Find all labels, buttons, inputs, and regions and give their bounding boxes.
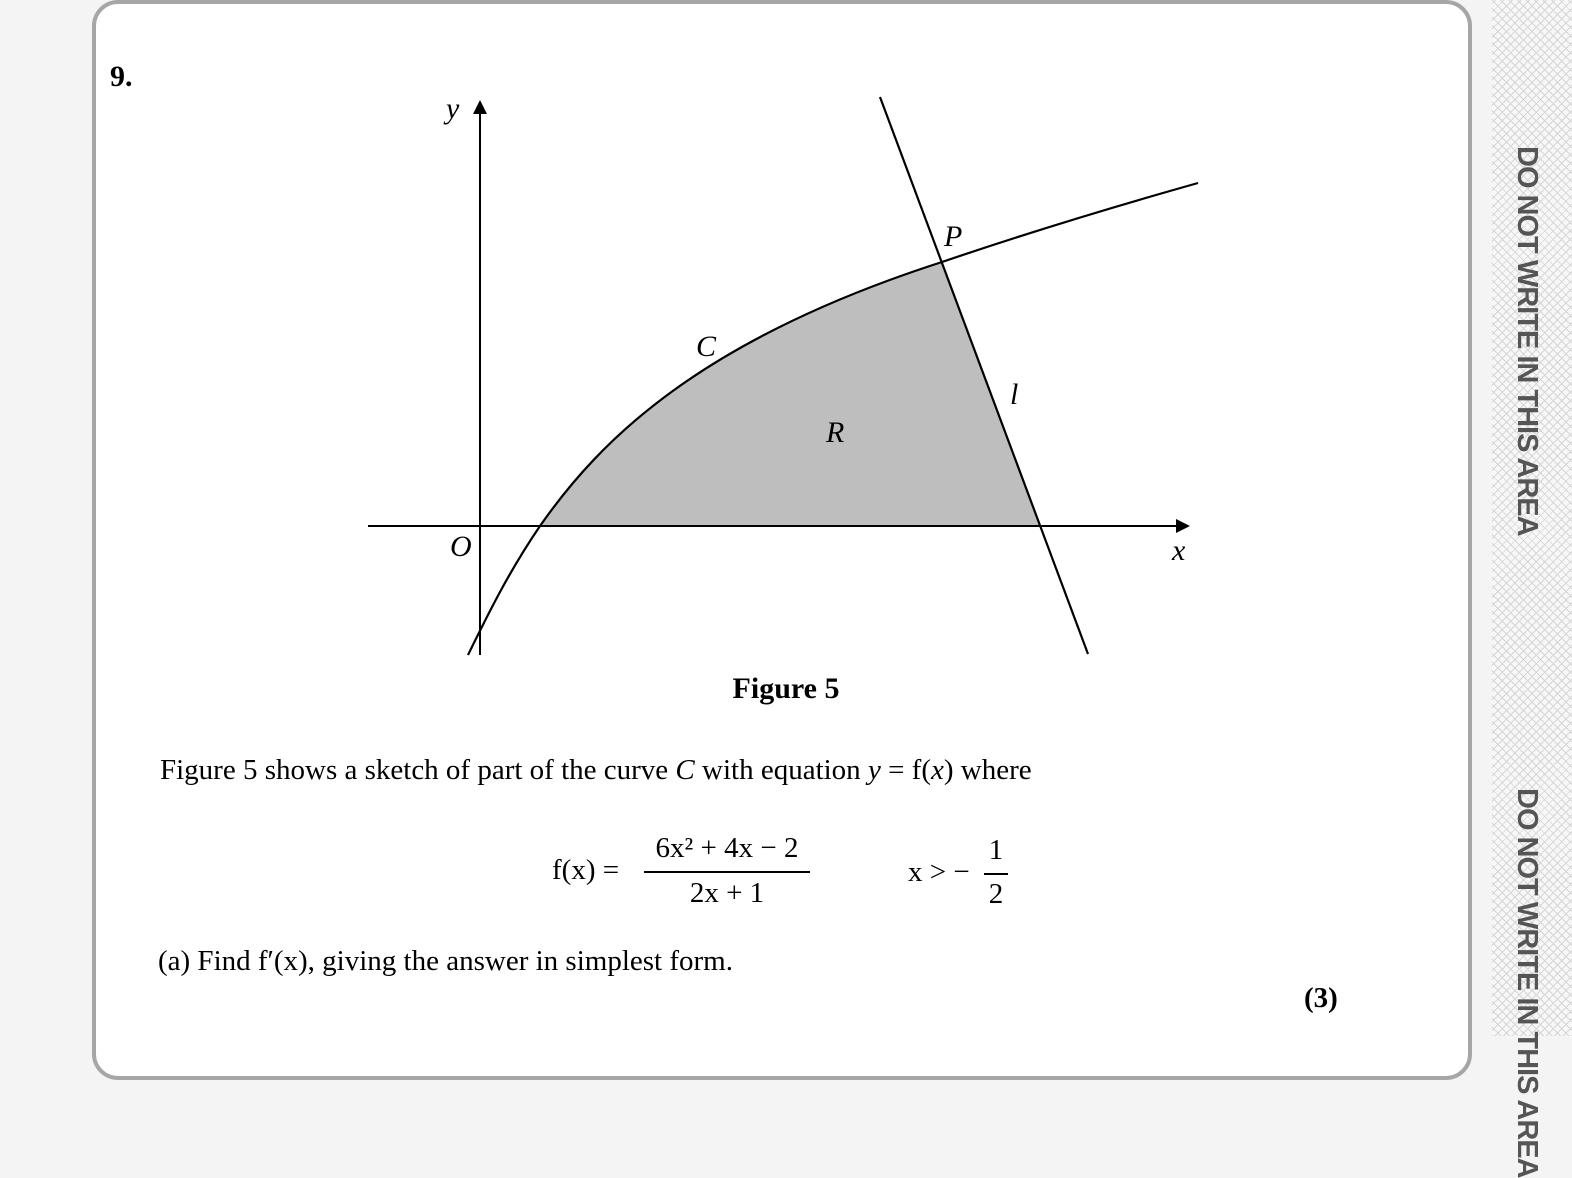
line-label-l: l: [1010, 378, 1019, 411]
domain-denominator: 2: [988, 878, 1004, 910]
y-axis-label: y: [446, 92, 460, 125]
marks-label: (3): [1304, 982, 1338, 1014]
origin-label: O: [450, 530, 472, 563]
domain-lhs: x > −: [908, 856, 970, 888]
margin-warning-text: DO NOT WRITE IN THIS AREA: [1511, 788, 1543, 1178]
question-intro: Figure 5 shows a sketch of part of the curve C with equation y = f(x) where: [160, 754, 1032, 786]
fraction-numerator: 6x² + 4x − 2: [655, 832, 799, 864]
question-number: 9.: [110, 60, 133, 93]
curve-label-c: C: [696, 330, 717, 363]
domain-numerator: 1: [988, 834, 1004, 866]
part-a-question: (a) Find f′(x), giving the answer in simplest form.: [158, 945, 733, 977]
equation-lhs: f(x) =: [552, 854, 620, 886]
domain-fraction-bar: [984, 873, 1008, 875]
x-axis-arrow: [1176, 519, 1190, 533]
fraction-denominator: 2x + 1: [689, 877, 765, 909]
y-axis-arrow: [473, 100, 487, 114]
margin-warning-text: DO NOT WRITE IN THIS AREA: [1511, 146, 1543, 536]
point-label-p: P: [944, 220, 963, 253]
fraction-bar: [644, 871, 810, 873]
shaded-region-r: [540, 262, 1040, 526]
x-axis-label: x: [1172, 534, 1186, 567]
region-label-r: R: [826, 416, 845, 449]
figure-caption: Figure 5: [732, 672, 840, 705]
